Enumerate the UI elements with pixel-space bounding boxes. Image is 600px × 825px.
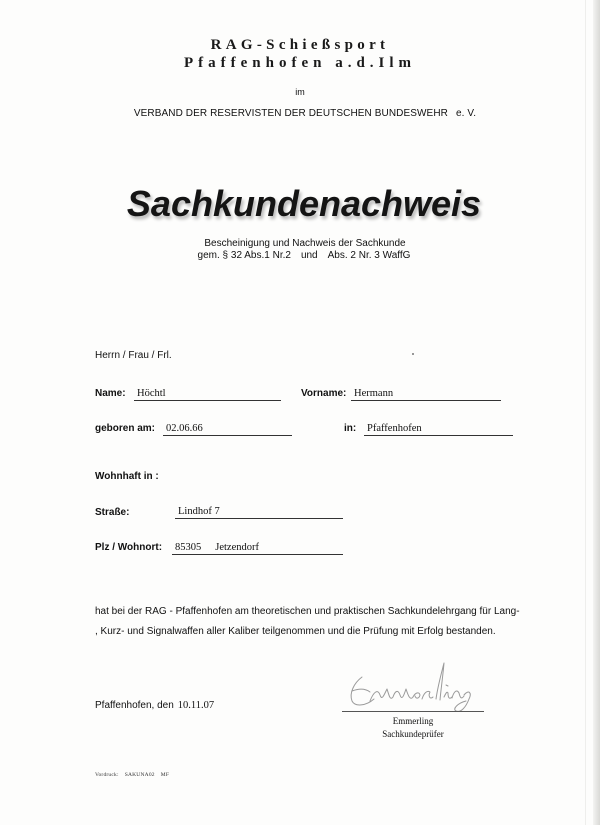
wohnhaft-label: Wohnhaft in :	[95, 471, 159, 482]
geboren-field: 02.06.66	[163, 422, 292, 436]
statement-line-1: hat bei der RAG - Pfaffenhofen am theoretischen und praktischen Sachkundelehrgang für Lang-	[95, 606, 520, 617]
salutation: Herrn / Frau / Frl.	[95, 350, 172, 361]
vorname-field: Hermann	[351, 387, 501, 401]
form-code-label: Vordruck:	[95, 772, 119, 778]
statement-line-2: , Kurz- und Signalwaffen aller Kaliber teilgenommen und die Prüfung mit Erfolg bestanden.	[95, 626, 496, 637]
geburtsort-label: in:	[344, 423, 357, 434]
document-title: Sachkundenachweis	[126, 183, 482, 224]
statement-paragraph	[95, 602, 535, 642]
signatory-name: Emmerling	[392, 716, 434, 726]
vorname-label: Vorname:	[301, 388, 347, 399]
form-code-suffix: MF	[160, 772, 170, 778]
association-suffix: e. V.	[455, 108, 477, 119]
plz-value: 85305	[175, 542, 202, 553]
subtitle-line1: Bescheinigung und Nachweis der Sachkunde	[204, 238, 406, 249]
strasse-field: Lindhof 7	[175, 505, 343, 519]
place-date-label: Pfaffenhofen, den	[95, 700, 174, 711]
geburtsort-field: Pfaffenhofen	[364, 422, 513, 436]
date-value: 10.11.07	[177, 700, 215, 711]
subtitle-line2	[0, 250, 600, 261]
legal-reference-und: und	[300, 250, 318, 261]
connector-im: im	[295, 87, 305, 97]
name-field: Höchtl	[134, 387, 281, 401]
organization-location: Pfaffenhofen a.d.Ilm	[183, 55, 417, 71]
wohnort-value: Jetzendorf	[215, 542, 259, 553]
strasse-label: Straße:	[95, 507, 130, 518]
form-code	[95, 772, 169, 778]
legal-reference-1: gem. § 32 Abs.1 Nr.2	[197, 250, 291, 261]
signature-line	[342, 711, 484, 712]
name-label: Name:	[95, 388, 126, 399]
place-date	[95, 700, 214, 711]
association-line	[0, 108, 600, 119]
organization-name: RAG-Schießsport	[210, 37, 390, 53]
geboren-label: geboren am:	[95, 423, 156, 434]
scan-edge-line	[585, 0, 586, 825]
plz-wohnort-field	[172, 541, 343, 555]
handwritten-signature	[340, 655, 490, 715]
scan-speck	[412, 353, 414, 355]
form-code-value: SAKUNA02	[124, 772, 155, 778]
signatory-title: Sachkundeprüfer	[382, 729, 444, 739]
legal-reference-2: Abs. 2 Nr. 3 WaffG	[327, 250, 411, 261]
scan-edge-shadow	[593, 0, 600, 825]
plz-wohnort-label: Plz / Wohnort:	[95, 542, 163, 553]
association-name: VERBAND DER RESERVISTEN DER DEUTSCHEN BUNDESWEHR	[133, 108, 448, 119]
